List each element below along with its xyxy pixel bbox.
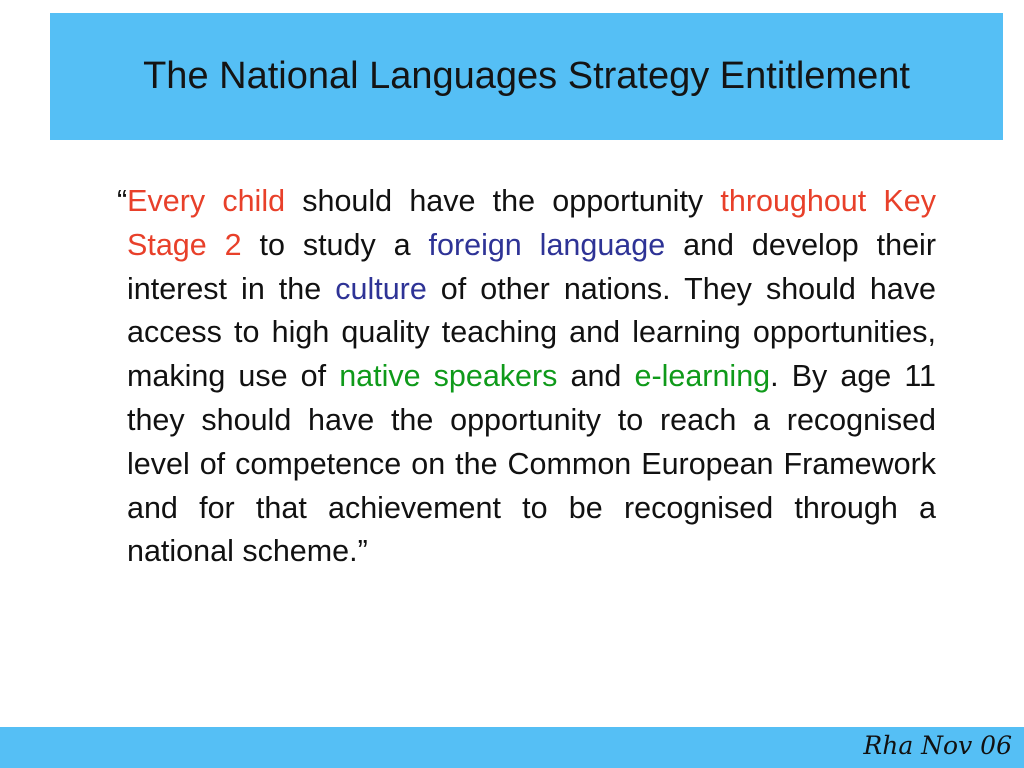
highlight-every-child: Every child (127, 184, 286, 218)
quote-text-segment: . By age 11 they should have the opportunity to reach a recognised level of competence on the Common European Framework and for that achievement to be recognised through a national scheme.” (127, 359, 937, 569)
highlight-key-stage: throughout Key Stage 2 (127, 184, 936, 262)
title-bar (50, 13, 1003, 140)
highlight-foreign-language: foreign language (428, 227, 666, 262)
open-quote-mark: “ (117, 184, 128, 218)
highlight-culture: culture (335, 271, 427, 306)
quote-text-segment: should have the opportunity (285, 184, 721, 218)
quote-paragraph (117, 180, 937, 574)
quote-text-segment: of other nations. They should have access to high quality teaching and learning opportunities, making use of (127, 271, 936, 394)
highlight-native-speakers: native speakers (339, 359, 558, 394)
footer-bar (0, 727, 1024, 768)
quote-text-segment: to study a (241, 227, 429, 262)
quote-text-segment: and (557, 359, 635, 394)
highlight-e-learning: e-learning (634, 359, 771, 394)
quote-text-segment: and develop their interest in the (127, 227, 936, 306)
slide-title: The National Languages Strategy Entitlement (143, 55, 910, 97)
footer-author-date: Rha Nov 06 (863, 731, 1012, 760)
